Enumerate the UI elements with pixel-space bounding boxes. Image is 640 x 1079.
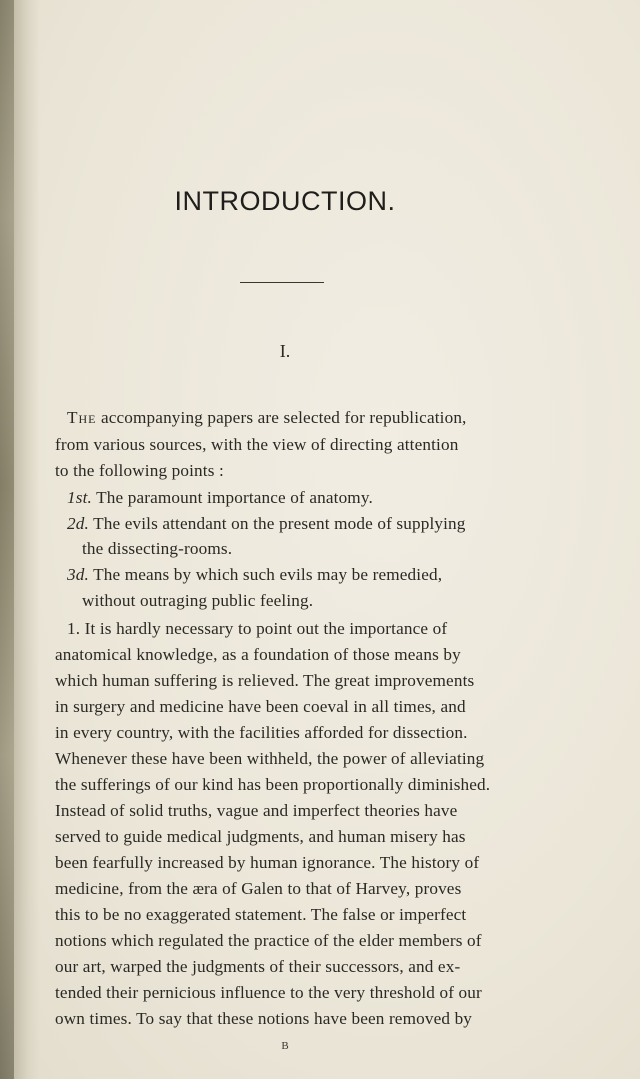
point-2 [67, 512, 587, 536]
text-line: medicine, from the æra of Galen to that of Harvey, proves [55, 879, 462, 898]
text-line: 1. It is hardly necessary to point out the importance of [67, 619, 448, 638]
text-line: tended their pernicious influence to the very threshold of our [55, 983, 482, 1002]
text-line: from various sources, with the view of directing attention [55, 435, 459, 454]
section-number: I. [279, 341, 291, 361]
text-line: our art, warped the judgments of their successors, and ex- [55, 957, 461, 976]
point-1 [67, 486, 587, 510]
text-line: served to guide medical judgments, and human misery has [55, 827, 466, 846]
text-line: own times. To say that these notions have been removed by [55, 1009, 473, 1028]
text-line: notions which regulated the practice of the elder members of [55, 931, 482, 950]
text-line: this to be no exaggerated statement. The false or imperfect [55, 905, 467, 924]
point-label: 1st. [67, 488, 92, 507]
text-line [67, 406, 587, 430]
title-rule [240, 282, 324, 283]
text-line: in every country, with the facilities afforded for dissection. [55, 723, 468, 742]
point-text: The evils attendant on the present mode of supplying [88, 514, 466, 533]
text-line: to the following points : [55, 461, 224, 480]
point-text: The paramount importance of anatomy. [91, 488, 373, 507]
page-title: INTRODUCTION. [174, 186, 396, 216]
text-line: the sufferings of our kind has been proportionally diminished. [55, 775, 491, 794]
text-line: been fearfully increased by human ignorance. The history of [55, 853, 480, 872]
text-line: Instead of solid truths, vague and imperfect theories have [55, 801, 458, 820]
binding-stain [0, 0, 14, 1079]
lead-word: The [67, 408, 97, 427]
point-label: 3d. [67, 565, 89, 584]
text-line: Whenever these have been withheld, the power of alleviating [55, 749, 485, 768]
lead-rest: accompanying papers are selected for republication, [96, 408, 467, 427]
text-line: which human suffering is relieved. The great improvements [55, 671, 475, 690]
text-line: anatomical knowledge, as a foundation of those means by [55, 645, 461, 664]
point-label: 2d. [67, 514, 89, 533]
signature-mark: B [281, 1040, 289, 1052]
text-line: in surgery and medicine have been coeval in all times, and [55, 697, 466, 716]
point-2-cont: the dissecting-rooms. [82, 539, 233, 558]
point-text: The means by which such evils may be remedied, [88, 565, 443, 584]
point-3 [67, 563, 587, 587]
point-3-cont: without outraging public feeling. [82, 591, 314, 610]
